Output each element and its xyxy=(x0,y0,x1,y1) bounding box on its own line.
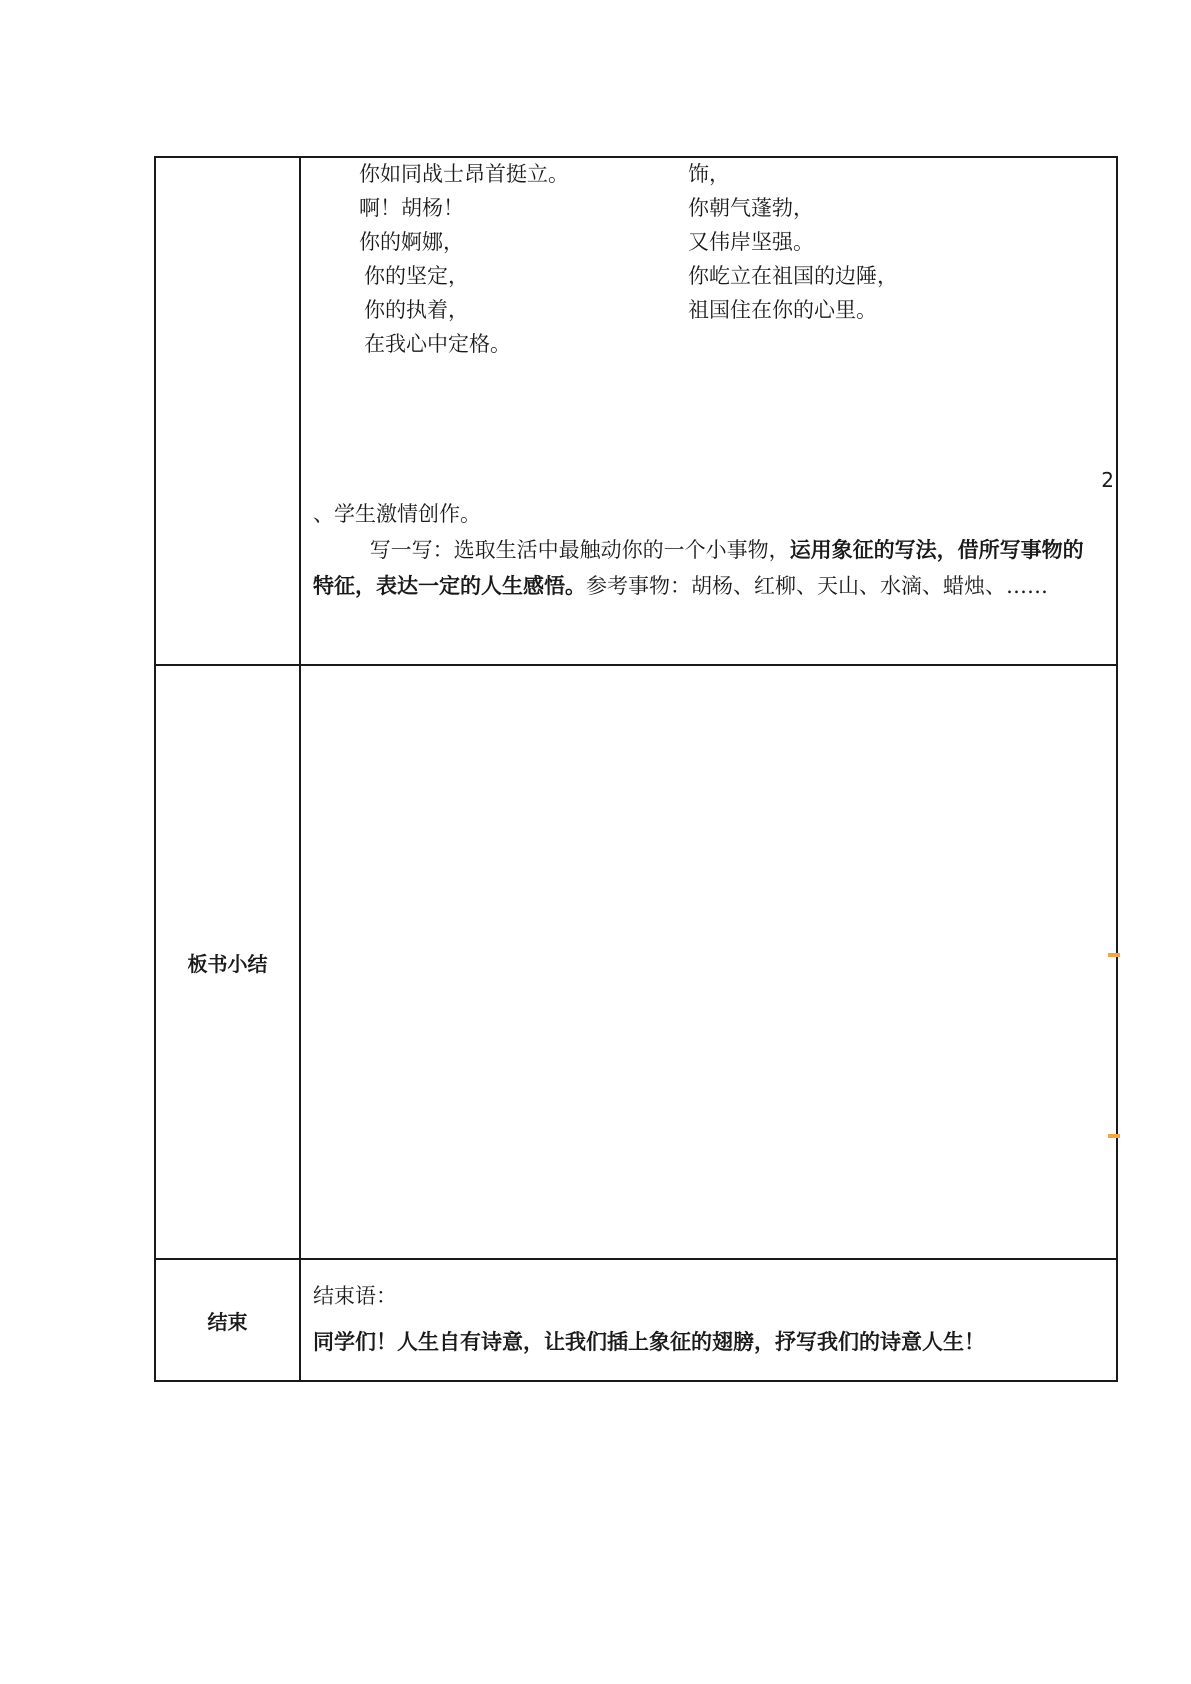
poem-left-line: 啊！胡杨！ xyxy=(359,196,464,220)
poem-right-line: 你屹立在祖国的边陲， xyxy=(688,264,898,288)
poem-left-line: 你的执着， xyxy=(364,298,469,322)
board-summary-content-cell xyxy=(300,665,1117,1259)
poem-left-line: 你的坚定， xyxy=(364,264,469,288)
creation-heading: 、学生激情创作。 xyxy=(313,502,481,526)
poem-right-line: 祖国住在你的心里。 xyxy=(688,298,877,322)
poem-row-label-cell xyxy=(155,157,300,665)
poem-right-line: 你朝气蓬勃， xyxy=(688,196,814,220)
poem-content-cell xyxy=(300,157,1117,665)
ending-row xyxy=(155,1259,1117,1381)
page-number: 2 xyxy=(1101,468,1114,492)
poem-left-line: 你如同战士昂首挺立。 xyxy=(359,162,569,186)
board-summary-label: 板书小结 xyxy=(155,665,300,1259)
creation-tail-text: 参考事物：胡杨、红柳、天山、水滴、蜡烛、…… xyxy=(586,574,1048,598)
creation-lead-text: 写一写：选取生活中最触动你的一个小事物， xyxy=(369,538,790,562)
ending-content-cell xyxy=(300,1259,1117,1381)
ending-label: 结束 xyxy=(155,1259,300,1381)
orange-mark xyxy=(1108,1134,1120,1138)
creation-bold-text: 运用象征的写法，借所写事物的特征，表达一定的人生感悟。 xyxy=(313,538,1084,598)
poem-right-line: 饰， xyxy=(688,162,730,186)
creation-task-paragraph xyxy=(313,532,1103,604)
poem-row xyxy=(155,157,1117,665)
ending-intro: 结束语： xyxy=(313,1284,397,1308)
poem-right-line: 又伟岸坚强。 xyxy=(688,230,814,254)
poem-left-line: 在我心中定格。 xyxy=(364,332,511,356)
poem-left-line: 你的婀娜， xyxy=(359,230,464,254)
orange-mark xyxy=(1108,953,1120,957)
lesson-plan-table xyxy=(154,156,1118,1382)
board-summary-row xyxy=(155,665,1117,1259)
ending-text: 同学们！人生自有诗意，让我们插上象征的翅膀，抒写我们的诗意人生！ xyxy=(313,1330,985,1354)
